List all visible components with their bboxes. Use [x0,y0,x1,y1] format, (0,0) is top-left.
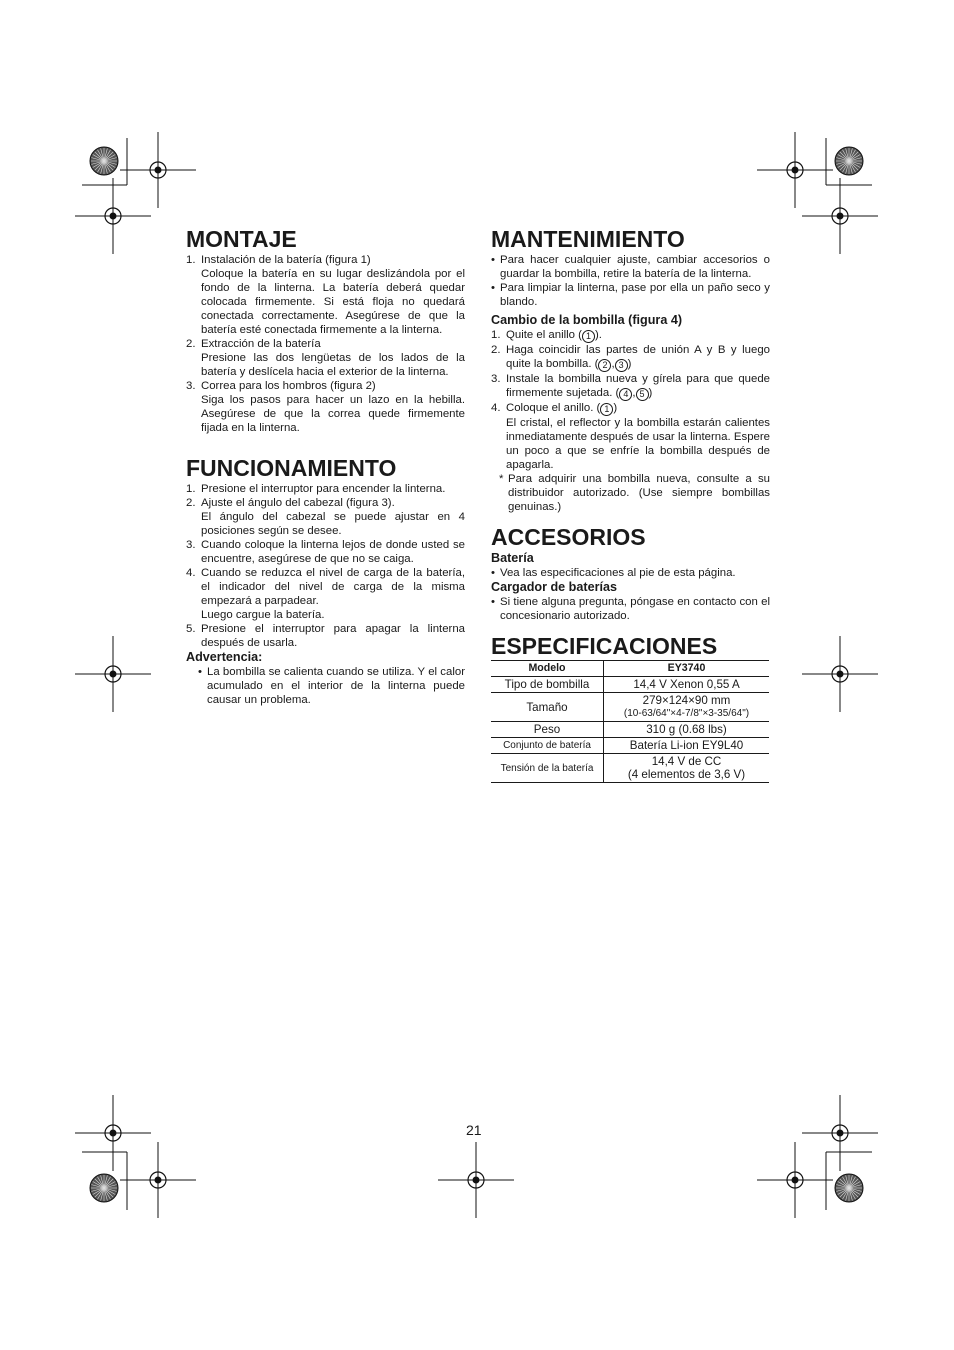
item-text: Siga los pasos para hacer un lazo en la hebilla. Asegúrese de que la correa quede firmemente fijada en la linterna. [201,394,465,434]
item-text: Cuando coloque la linterna lejos de donde usted se encuentre, asegúrese de que no se caiga. [201,539,465,565]
left-column [186,226,465,707]
funcionamiento-item-1 [186,482,465,496]
table-row [491,693,769,722]
battery-heading: Batería [491,551,534,565]
table-row [491,738,769,754]
mantenimiento-heading: MANTENIMIENTO [491,226,685,252]
crosshair-dot [837,671,844,678]
item-text: Cuando se reduzca el nivel de carga de la batería, el indicador del nivel de carga de la misma empezará a parpadear. [201,567,465,607]
item-number: 3. [491,373,501,385]
item-number: 1. [186,254,196,266]
montaje-heading: MONTAJE [186,226,297,252]
item-number: 3. [186,380,196,392]
item-heading: Instalación de la batería (figura 1) [201,254,371,266]
spec-value: 14,4 V Xenon 0,55 A [604,677,770,693]
step-text: Instale la bombilla nueva y gírela para que quede firmemente sujetada. ( [506,373,770,399]
step-text-end: ) [613,402,618,414]
spec-table [491,660,769,783]
item-number: 2. [186,338,196,350]
warning-text: La bombilla se calienta cuando se utiliza. Y el calor acumulado en el interior de la linterna puede causar un problema. [207,666,465,706]
step-text: Quite el anillo ( [506,329,582,341]
step-text-end: ). [594,329,602,341]
circled-number: 2 [598,359,611,372]
mantenimiento-bullet-1 [491,253,770,281]
bulb-step-1 [491,328,770,343]
montaje-item-1 [186,253,465,337]
especificaciones-heading: ESPECIFICACIONES [491,633,718,659]
bulb-step-4 [491,401,770,472]
crosshair-dot [110,1130,117,1137]
charger-heading: Cargador de baterías [491,580,617,594]
bulb-change-heading: Cambio de la bombilla (figura 4) [491,313,683,327]
spec-key: Tipo de bombilla [491,677,604,693]
separator: , [611,358,615,370]
spec-key: Tamaño [491,693,604,722]
crosshair-dot [837,1130,844,1137]
item-text: Coloque la batería en su lugar deslizándola por el fondo de la linterna. La batería deberá quedar colocada firmemente. Si está floja no quedará conectada correctamente. Asegúrese de que la batería esté conectada firmemente a la linterna. [201,268,465,336]
crosshair-dot [837,213,844,220]
spec-key: Tensión de la batería [491,754,604,783]
montaje-item-2 [186,337,465,379]
page-number: 21 [466,1122,482,1138]
item-number: 2. [491,344,501,356]
item-heading: Correa para los hombros (figura 2) [201,380,376,392]
bullet: • [491,567,495,579]
warning-item [186,665,465,707]
item-extra: Luego cargue la batería. [201,609,325,621]
step-text: Coloque el anillo. ( [506,402,601,414]
step-extra: El cristal, el reflector y la bombilla estarán calientes inmediatamente después de usar la linterna. Espere un poco a que se enfríe la bombilla después de apagarla. [506,417,770,471]
item-text: Presione las dos lengüetas de los lados de la batería y deslícela hacia el exterior de la linterna. [201,352,465,378]
battery-text: Vea las especificaciones al pie de esta página. [500,567,736,579]
mantenimiento-list [491,253,770,309]
spec-key: Peso [491,722,604,738]
crosshair-dot [110,213,117,220]
crosshair-dot [792,167,799,174]
spec-key: Conjunto de batería [491,738,604,754]
table-row [491,722,769,738]
funcionamiento-item-5 [186,622,465,650]
warning-heading: Advertencia: [186,650,263,664]
item-number: 1. [491,329,501,341]
circled-number: 4 [619,388,632,401]
item-number: 1. [186,483,196,495]
bulb-step-3 [491,372,770,401]
circled-number: 1 [582,330,595,343]
funcionamiento-item-4 [186,566,465,622]
circled-number: 5 [636,388,649,401]
bulb-steps [491,328,770,514]
spec-value: Batería Li-ion EY9L40 [604,738,770,754]
right-column [491,226,770,783]
crosshair-dot [473,1177,480,1184]
spec-value [604,693,770,722]
step-text-end: ) [627,358,632,370]
item-number: 5. [186,623,196,635]
table-row [491,754,769,783]
bullet: • [491,596,495,608]
item-text: Ajuste el ángulo del cabezal (figura 3). [201,497,395,509]
note-mark: * [499,473,504,485]
item-number: 4. [186,567,196,579]
bulb-step-2 [491,343,770,372]
item-number: 4. [491,402,501,414]
spec-value: EY3740 [604,661,770,677]
step-text-end: ) [648,387,653,399]
bullet: • [491,282,495,294]
item-text: Presione el interruptor para apagar la linterna después de usarla. [201,623,465,649]
circled-number: 1 [600,403,613,416]
item-heading: Extracción de la batería [201,338,321,350]
montaje-item-3 [186,379,465,435]
crosshair-dot [155,1177,162,1184]
item-extra: El ángulo del cabezal se puede ajustar en 4 posiciones según se desee. [201,511,465,537]
funcionamiento-item-2 [186,496,465,538]
circled-number: 3 [615,359,628,372]
note-text: Para adquirir una bombilla nueva, consulte a su distribuidor autorizado. (Use siempre bombillas genuinas.) [508,473,770,513]
spec-key: Modelo [491,661,604,677]
battery-item [491,566,770,580]
bullet: • [491,254,495,266]
item-text: Presione el interruptor para encender la linterna. [201,483,446,495]
funcionamiento-list [186,482,465,707]
item-number: 3. [186,539,196,551]
funcionamiento-heading: FUNCIONAMIENTO [186,455,397,481]
crosshair-dot [155,167,162,174]
spec-value-main: 14,4 V de CC [651,755,722,768]
separator: , [632,387,636,399]
funcionamiento-item-3 [186,538,465,566]
spec-value-sub: (10-63/64"×4-7/8"×3-35/64") [623,708,750,719]
charger-text: Si tiene alguna pregunta, póngase en contacto con el concesionario autorizado. [500,596,770,622]
accesorios-heading: ACCESORIOS [491,524,646,550]
crosshair-dot [110,671,117,678]
spec-value-sub: (4 elementos de 3,6 V) [627,768,746,781]
table-row [491,661,769,677]
bullet: • [198,666,202,678]
charger-item [491,595,770,623]
bullet-text: Para hacer cualquier ajuste, cambiar accesorios o guardar la bombilla, retire la batería de la linterna. [500,254,770,280]
table-row [491,677,769,693]
crosshair-dot [792,1177,799,1184]
spec-value [604,754,770,783]
spec-value-main: 279×124×90 mm [642,694,731,707]
step-text: Haga coincidir las partes de unión A y B y luego quite la bombilla. ( [506,344,770,370]
spec-value: 310 g (0.68 lbs) [604,722,770,738]
bullet-text: Para limpiar la linterna, pase por ella un paño seco y blando. [500,282,770,308]
bulb-note [491,472,770,514]
mantenimiento-bullet-2 [491,281,770,309]
montaje-list [186,253,465,435]
item-number: 2. [186,497,196,509]
